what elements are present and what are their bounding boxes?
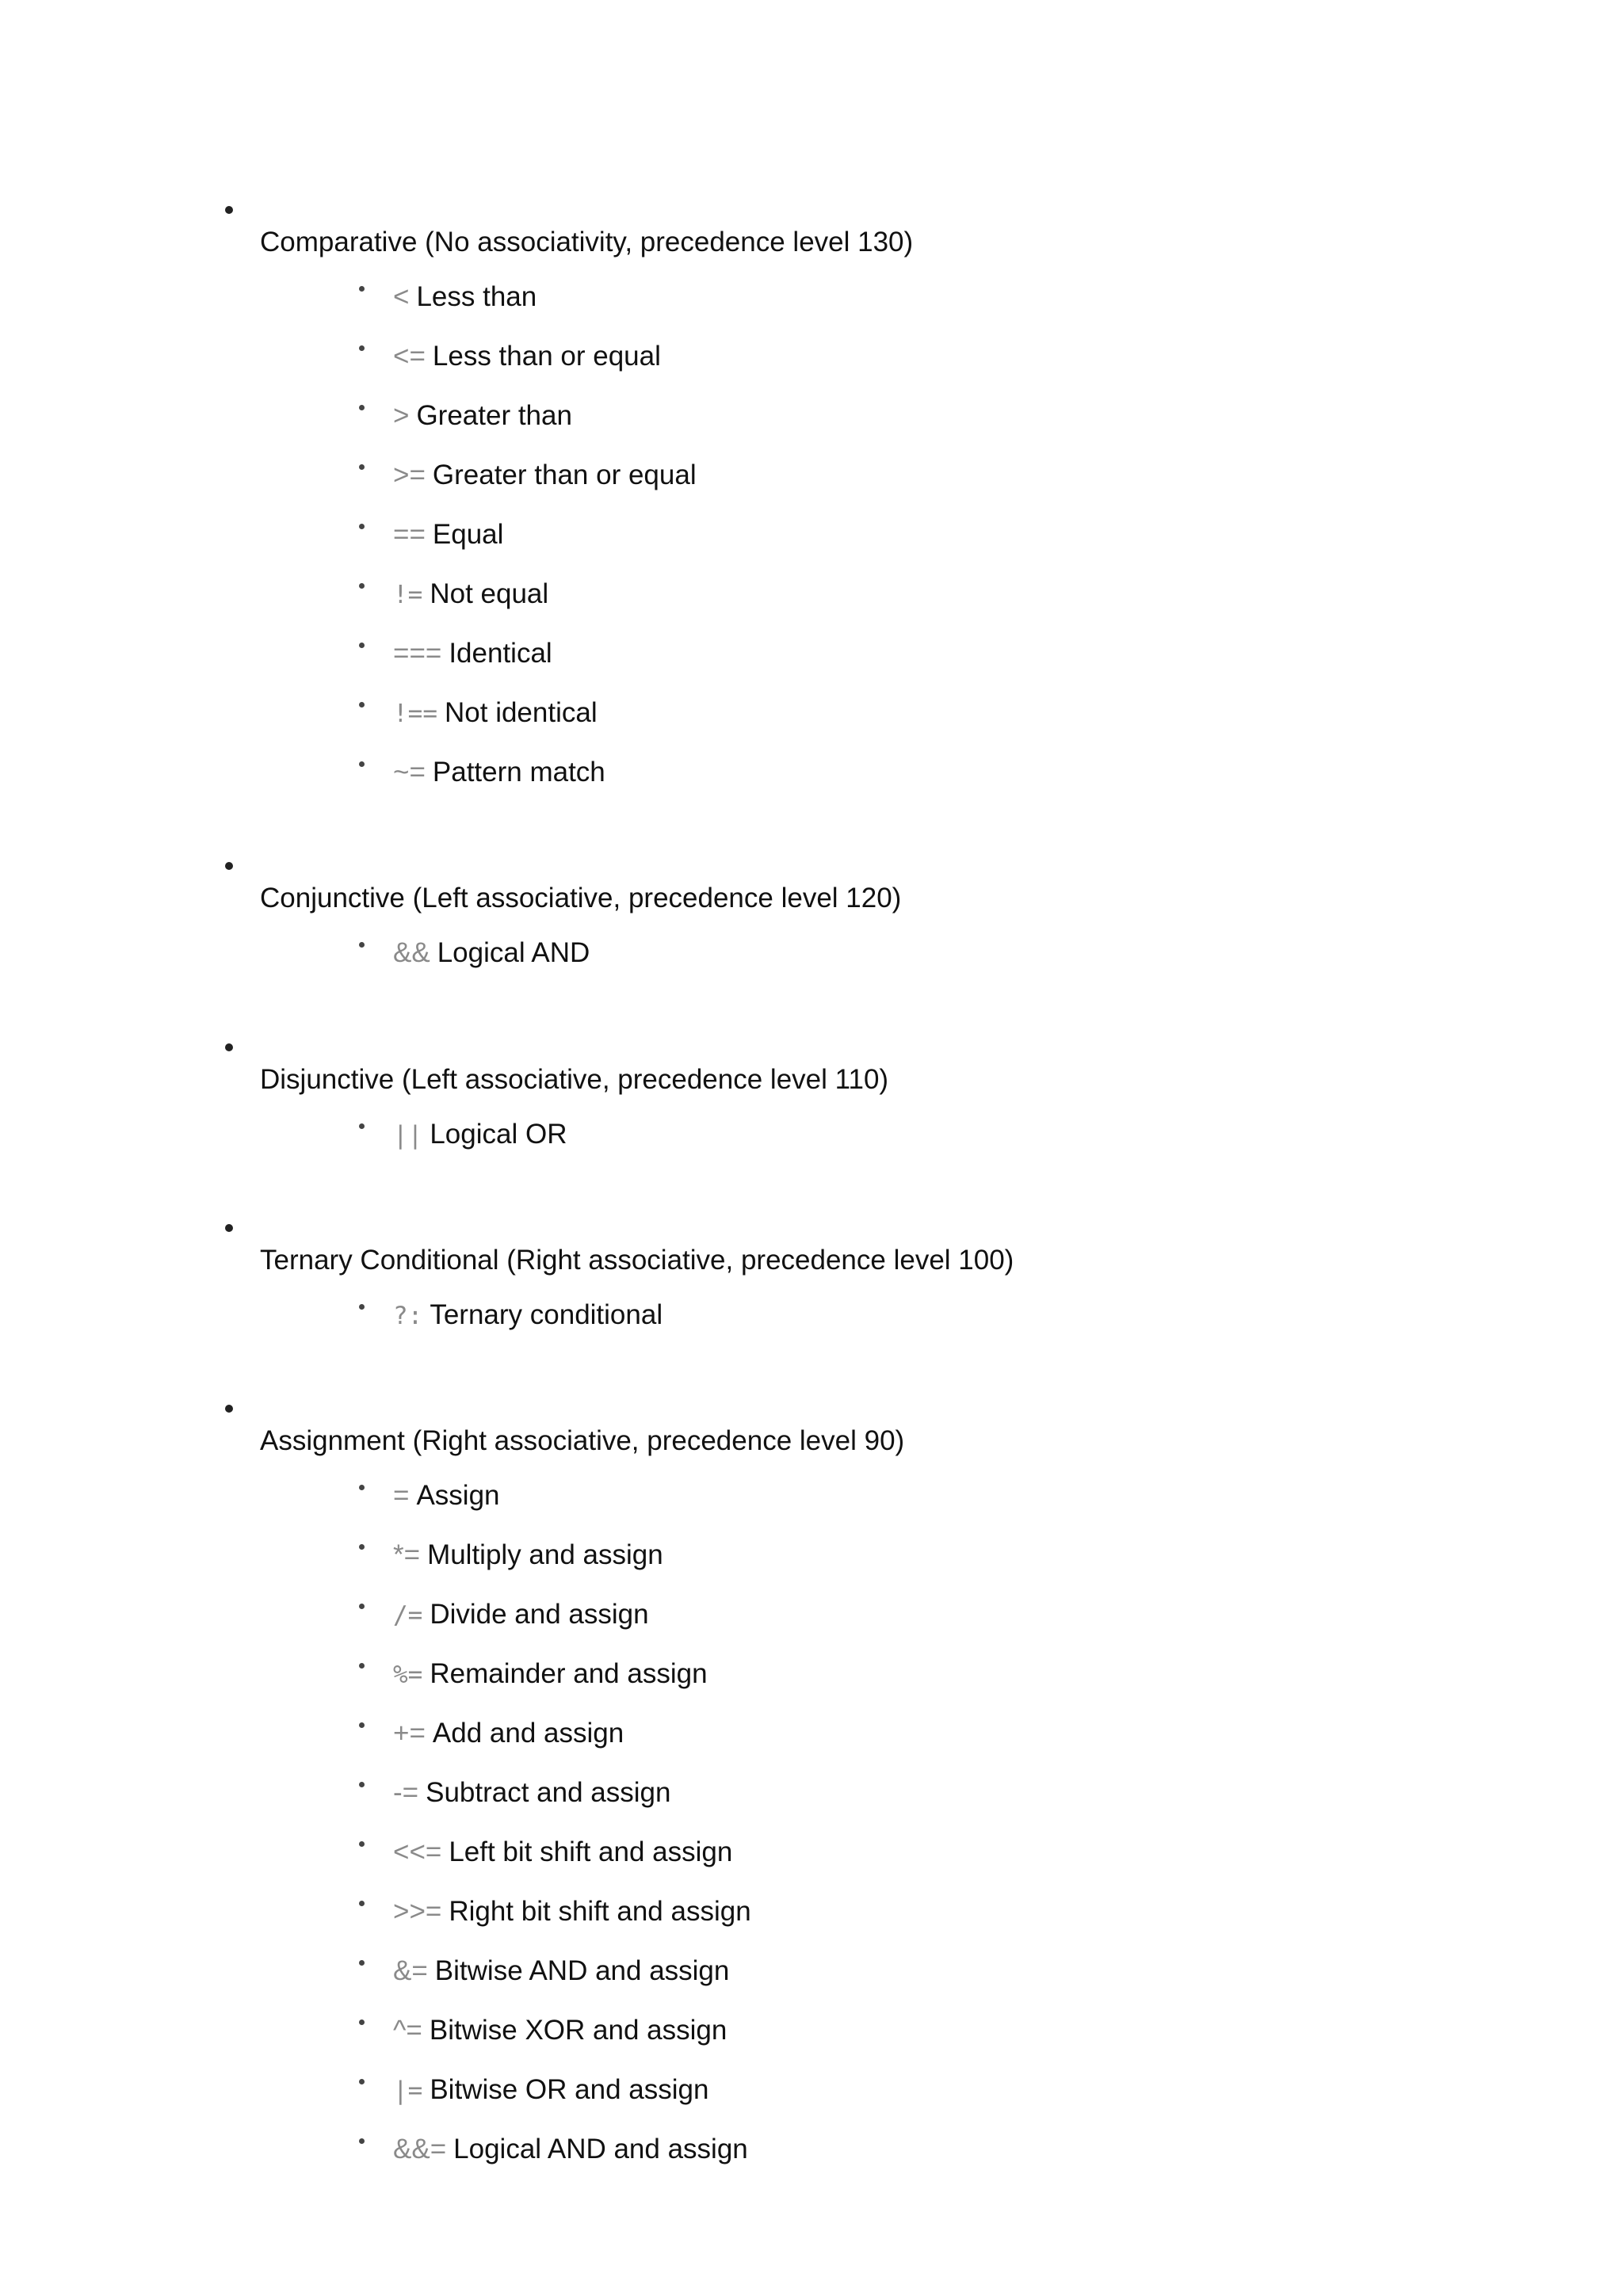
list-item — [0, 1658, 1623, 1698]
operator-symbol: <<= — [393, 1836, 442, 1867]
operator-symbol: /= — [393, 1601, 423, 1630]
list-item — [0, 1299, 1623, 1339]
item-line — [393, 697, 598, 730]
list-item — [0, 519, 1623, 559]
item-line — [393, 1777, 670, 1809]
operator-description: Divide and assign — [430, 1599, 649, 1630]
list-item — [0, 341, 1623, 380]
item-line — [393, 1836, 732, 1868]
item-bullet — [359, 2138, 365, 2144]
list-item — [0, 1777, 1623, 1817]
item-line — [393, 341, 661, 372]
operator-description: Assign — [416, 1480, 500, 1511]
list-item — [0, 1599, 1623, 1638]
operator-description: Subtract and assign — [426, 1777, 671, 1808]
item-line — [393, 757, 605, 788]
item-bullet — [359, 464, 365, 470]
item-line — [393, 1480, 500, 1512]
operator-description: Not identical — [445, 697, 598, 728]
list-item — [0, 757, 1623, 796]
operator-description: Bitwise OR and assign — [430, 2074, 709, 2105]
section-bullet — [225, 862, 233, 870]
operator-description: Equal — [432, 519, 504, 550]
item-line — [393, 1896, 751, 1928]
item-bullet — [359, 1841, 365, 1847]
item-line — [393, 519, 503, 551]
list-item — [0, 1718, 1623, 1757]
item-bullet — [359, 1544, 365, 1550]
item-line — [393, 281, 537, 313]
section-heading: Comparative (No associativity, precedence level 130) — [260, 227, 914, 257]
list-item — [0, 460, 1623, 499]
item-bullet — [359, 405, 365, 410]
section-bullet — [225, 206, 233, 214]
operator-symbol: += — [393, 1718, 426, 1749]
item-bullet — [359, 2019, 365, 2025]
item-line — [393, 638, 552, 669]
item-bullet — [359, 1123, 365, 1129]
list-item — [0, 1119, 1623, 1158]
operator-symbol: || — [393, 1121, 423, 1150]
item-line — [393, 400, 572, 432]
section-bullet — [225, 1043, 233, 1051]
item-line — [393, 937, 590, 969]
item-bullet — [359, 345, 365, 351]
operator-description: Add and assign — [432, 1718, 624, 1749]
section-heading: Conjunctive (Left associative, precedence level 120) — [260, 883, 902, 913]
item-line — [393, 1718, 624, 1749]
list-item — [0, 400, 1623, 440]
operator-description: Left bit shift and assign — [449, 1836, 733, 1867]
item-bullet — [359, 1901, 365, 1906]
item-bullet — [359, 2079, 365, 2084]
list-item — [0, 1480, 1623, 1520]
operator-symbol: *= — [393, 1539, 421, 1570]
operator-symbol: ^= — [393, 2015, 422, 2046]
item-bullet — [359, 286, 365, 292]
operator-symbol: !== — [393, 700, 437, 728]
operator-description: Less than or equal — [432, 341, 661, 372]
item-bullet — [359, 1782, 365, 1787]
operator-description: Greater than — [416, 400, 572, 431]
item-bullet — [359, 643, 365, 648]
operator-symbol: ~= — [393, 757, 426, 788]
section-bullet — [225, 1405, 233, 1413]
operator-symbol: ?: — [393, 1302, 423, 1330]
item-line — [393, 1119, 567, 1151]
item-bullet — [359, 524, 365, 529]
operator-symbol: &&= — [393, 2134, 447, 2164]
operator-description: Not equal — [430, 578, 549, 609]
operator-description: Greater than or equal — [432, 460, 697, 490]
item-line — [393, 1539, 663, 1571]
item-line — [393, 1658, 708, 1691]
item-line — [393, 578, 548, 611]
item-line — [393, 2074, 708, 2107]
list-item — [0, 1539, 1623, 1579]
operator-symbol: >= — [393, 460, 426, 490]
operator-description: Less than — [416, 281, 537, 312]
section-bullet — [225, 1224, 233, 1232]
operator-symbol: != — [393, 581, 423, 609]
section-heading: Assignment (Right associative, precedence level 90) — [260, 1425, 905, 1456]
operator-symbol: -= — [393, 1777, 419, 1808]
item-line — [393, 1299, 663, 1332]
operator-description: Logical OR — [430, 1119, 567, 1150]
section-heading: Ternary Conditional (Right associative, precedence level 100) — [260, 1245, 1014, 1276]
item-line — [393, 1955, 729, 1987]
operator-symbol: >>= — [393, 1896, 442, 1927]
operator-symbol: === — [393, 638, 442, 669]
item-line — [393, 1599, 649, 1631]
operator-symbol: && — [393, 937, 430, 968]
list-item — [0, 697, 1623, 737]
item-bullet — [359, 1604, 365, 1609]
list-item — [0, 2134, 1623, 2173]
list-item — [0, 1836, 1623, 1876]
item-bullet — [359, 1485, 365, 1490]
operator-description: Logical AND — [437, 937, 590, 968]
list-item — [0, 578, 1623, 618]
operator-description: Bitwise AND and assign — [434, 1955, 730, 1986]
operator-description: Right bit shift and assign — [449, 1896, 751, 1927]
list-item — [0, 1955, 1623, 1995]
list-item — [0, 1896, 1623, 1936]
item-bullet — [359, 942, 365, 948]
item-line — [393, 460, 697, 491]
item-line — [393, 2015, 727, 2046]
item-bullet — [359, 583, 365, 589]
operator-description: Bitwise XOR and assign — [429, 2015, 727, 2046]
operator-symbol: == — [393, 519, 426, 550]
operator-symbol: = — [393, 1480, 410, 1511]
item-bullet — [359, 702, 365, 707]
operator-description: Pattern match — [432, 757, 605, 788]
item-line — [393, 2134, 748, 2165]
operator-symbol: &= — [393, 1955, 428, 1986]
list-item — [0, 281, 1623, 321]
operator-symbol: < — [393, 281, 410, 312]
item-bullet — [359, 761, 365, 767]
section-heading: Disjunctive (Left associative, precedence level 110) — [260, 1064, 889, 1095]
item-bullet — [359, 1960, 365, 1966]
list-item — [0, 2074, 1623, 2114]
operator-symbol: |= — [393, 2077, 423, 2105]
list-item — [0, 638, 1623, 677]
item-bullet — [359, 1663, 365, 1669]
item-bullet — [359, 1304, 365, 1310]
operator-symbol: %= — [393, 1661, 423, 1689]
list-item — [0, 937, 1623, 977]
operator-description: Ternary conditional — [430, 1299, 663, 1330]
operator-symbol: <= — [393, 341, 426, 372]
operator-symbol: > — [393, 400, 410, 431]
operator-description: Identical — [449, 638, 552, 669]
list-item — [0, 2015, 1623, 2054]
operator-description: Logical AND and assign — [453, 2134, 748, 2164]
item-bullet — [359, 1722, 365, 1728]
operator-description: Multiply and assign — [427, 1539, 663, 1570]
operator-description: Remainder and assign — [430, 1658, 708, 1689]
